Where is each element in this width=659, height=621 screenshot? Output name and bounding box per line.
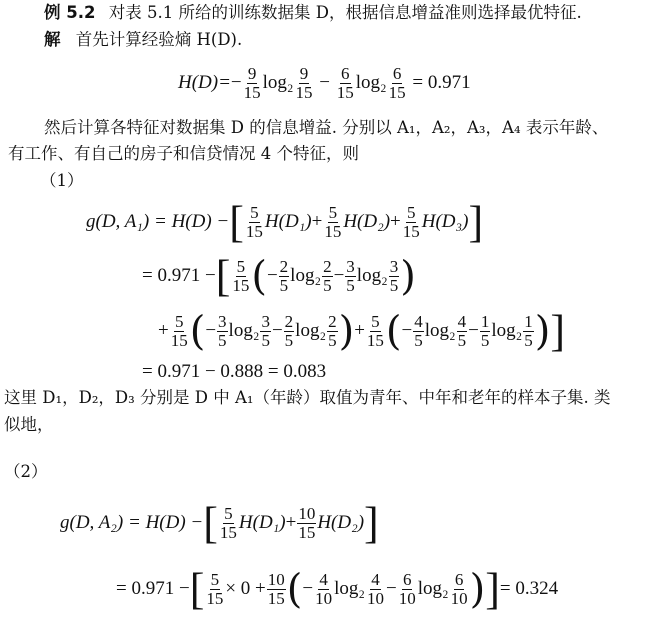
case2-label: （2） [4, 462, 48, 481]
solution-text: 首先计算经验熵 H(D). [75, 30, 243, 49]
case1-lhs: g(D, A₁) = H(D) − [86, 211, 230, 232]
case2-eq-line1: g(D, A₂) = H(D) −[ $\frac{5}{15}$ H(D₁)+ $\frac{10}{15}$ H(D₂)] [60, 498, 379, 548]
example-line [44, 2, 582, 24]
case2-eq-line2: = 0.971 −[ $\frac{5}{15}$ × 0 + $\frac{10}{15}$ (− $\frac{4}{10}$ log₂ $\frac{4}{10}$ − $\frac{6}{10}$ log₂ $\frac{6}{10}$ )]= 0.324 [116, 564, 559, 614]
case1-eq-line3: + $\frac{5}{15}$ (− $\frac{3}{5}$ log₂ $\frac{3}{5}$ − $\frac{2}{5}$ log₂ $\frac{2}{5}$ )+ $\frac{5}{15}$ (− $\frac{4}{5}$ log₂ $\frac{4}{5}$ − $\frac{1}{5}$ log₂ $\frac{1}{5}$ )] [158, 306, 566, 356]
para1-line2: 有工作、有自己的房子和信贷情况 4 个特征，则 [8, 144, 359, 163]
example-text: 对表 5.1 所给的训练数据集 D，根据信息增益准则选择最优特征. [108, 3, 582, 22]
case1-eq-line2: = 0.971 −[ $\frac{5}{15}$ (− $\frac{2}{5}$ log₂ $\frac{2}{5}$ − $\frac{3}{5}$ log₂ $\frac{3}{5}$ ) [142, 251, 416, 301]
fraction: $\frac{6}{15}$ [336, 64, 354, 103]
case1-label: （1） [40, 171, 84, 190]
case1-eq-line1: g(D, A₁) = H(D) −[ $\frac{5}{15}$ H(D₁)+ $\frac{5}{15}$ H(D₂)+ $\frac{5}{15}$ H(D₃)] [86, 197, 484, 247]
fraction: $\frac{6}{15}$ [388, 64, 406, 103]
fraction: $\frac{9}{15}$ [243, 64, 261, 103]
case2-lhs: g(D, A₂) = H(D) − [60, 512, 204, 533]
para2-line2: 似地， [4, 415, 54, 434]
solution-line [44, 29, 242, 51]
example-label: 例 5.2 [44, 3, 96, 22]
para1-line1: 然后计算各特征对数据集 D 的信息增益. 分别以 A₁，A₂，A₃，A₄ 表示年龄、 [44, 118, 609, 137]
case2-result: = 0.324 [499, 578, 559, 599]
entropy-equation: H(D)=− $\frac{9}{15}$ log₂ $\frac{9}{15}$ − $\frac{6}{15}$ log₂ $\frac{6}{15}$ = 0.971 [178, 64, 471, 103]
entropy-result: = 0.971 [412, 72, 471, 93]
para2-line1: 这里 D₁，D₂，D₃ 分别是 D 中 A₁（年龄）取值为青年、中年和老年的样本子集. 类 [4, 388, 611, 407]
fraction: $\frac{9}{15}$ [295, 64, 313, 103]
case1-result: = 0.971 − 0.888 = 0.083 [142, 361, 327, 382]
solution-label: 解 [44, 30, 61, 49]
entropy-lhs: H(D)= [178, 72, 231, 93]
